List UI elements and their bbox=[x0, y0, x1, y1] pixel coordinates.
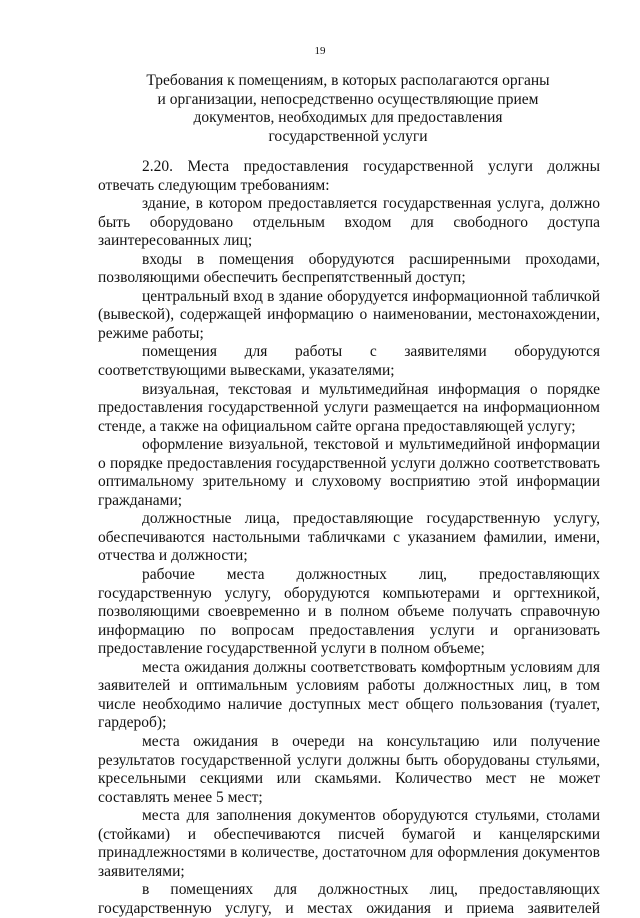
heading-line: Требования к помещениям, в которых располагаются органы bbox=[146, 72, 550, 89]
paragraph: входы в помещения оборудуются расширенными проходами, позволяющими обеспечить беспрепятственный доступ; bbox=[98, 250, 600, 287]
paragraph: места для заполнения документов оборудуются стульями, столами (стойками) и обеспечиваются писчей бумагой и канцелярскими принадлежностями в количестве, достаточном для оформления документов заявителями; bbox=[98, 807, 600, 880]
paragraph: оформление визуальной, текстовой и мультимедийной информации о порядке предоставления государственной услуги должно соответствовать оптимальному зрительному и слуховому восприятию этой информации гражданами; bbox=[98, 436, 600, 509]
paragraph: места ожидания должны соответствовать комфортным условиям для заявителей и оптимальным условиям работы должностных лиц, в том числе необходимо наличие доступных мест общего пользования (туалет, гардероб); bbox=[98, 658, 600, 732]
paragraph: помещения для работы с заявителями оборудуются соответствующими вывесками, указателями; bbox=[98, 343, 600, 380]
section-heading bbox=[98, 72, 598, 146]
paragraph: места ожидания в очереди на консультацию или получение результатов государственной услуги должны быть оборудованы стульями, кресельными секциями или скамьями. Количество мест не может составлять менее 5 мест; bbox=[98, 732, 600, 806]
heading-line: государственной услуги bbox=[268, 127, 428, 145]
page-number: 19 bbox=[314, 45, 326, 57]
paragraph: должностные лица, предоставляющие государственную услугу, обеспечиваются настольными табличками с указанием фамилии, имени, отчества и должности; bbox=[98, 510, 600, 565]
document-body bbox=[98, 158, 600, 918]
paragraph: рабочие места должностных лиц, предоставляющих государственную услугу, оборудуются компьютерами и оргтехникой, позволяющими своевременно и в полном объеме получать справочную информацию по вопросам предоставления услуги и организовать предоставление государственной услуги в полном объеме; bbox=[98, 566, 600, 658]
paragraph: здание, в котором предоставляется государственная услуга, должно быть оборудовано отдельным входом для свободного доступа заинтересованных лиц; bbox=[98, 195, 600, 250]
heading-line: документов, необходимых для предоставления bbox=[193, 109, 503, 126]
paragraph: в помещениях для должностных лиц, предоставляющих государственную услугу, и местах ожидания и приема заявителей bbox=[98, 881, 600, 917]
heading-line: и организации, непосредственно осуществляющие прием bbox=[157, 90, 539, 108]
paragraph: визуальная, текстовая и мультимедийная информация о порядке предоставления государственной услуги размещается на информационном стенде, а также на официальном сайте органа предоставляющей услугу; bbox=[98, 380, 600, 435]
paragraph: 2.20. Места предоставления государственной услуги должны отвечать следующим требованиям: bbox=[98, 158, 600, 194]
paragraph: центральный вход в здание оборудуется информационной табличкой (вывеской), содержащей информацию о наименовании, местонахождении, режиме работы; bbox=[98, 287, 600, 342]
